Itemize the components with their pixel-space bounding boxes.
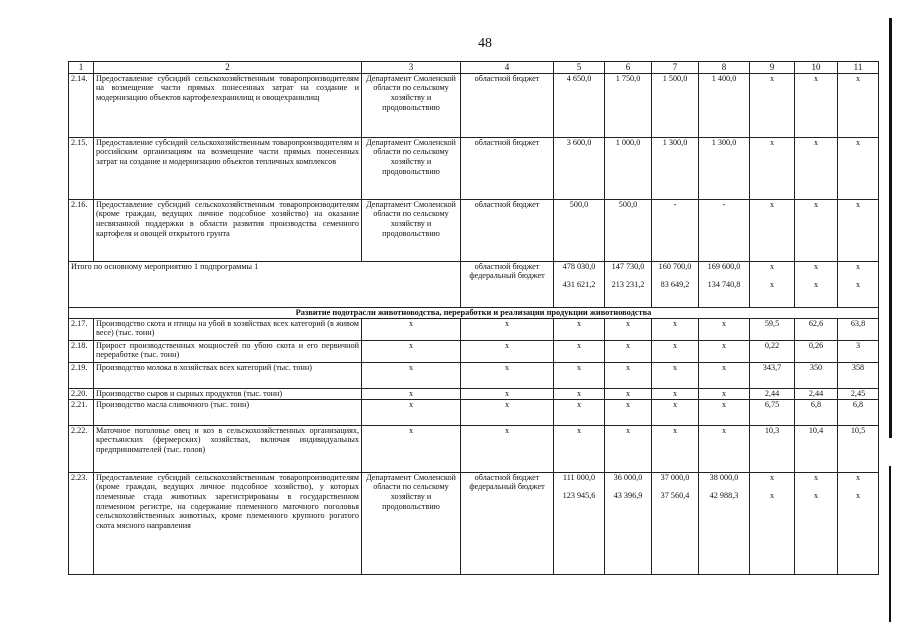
- row-value-col8: -: [699, 199, 750, 261]
- row-funding-source: х: [461, 388, 554, 399]
- table-row: [69, 199, 879, 261]
- section-row: [69, 307, 879, 318]
- row-value-col9: 2,44: [750, 388, 795, 399]
- row-value-col11: х: [838, 137, 879, 199]
- row-value-col9: 59,5: [750, 318, 795, 340]
- row-value-col10: 350: [795, 362, 838, 388]
- row-value-col9: х: [750, 199, 795, 261]
- row-description: Предоставление субсидий сельскохозяйственным товаропроизводителям (кроме граждан, ведущих личное подсобное хозяйство), у которых племенные стада животных зарегистрированы в государственном племенном регистре, на содержание племенного маточного поголовья сельскохозяйственных животных, кроме племенного крупного рогатого скота мясного направления: [94, 472, 362, 574]
- total-value-col10: [795, 261, 838, 307]
- row-value-col5: 3 600,0: [554, 137, 605, 199]
- total-regional-col11: х: [855, 261, 861, 271]
- row-funding-source: х: [461, 399, 554, 425]
- row-value-col11: 358: [838, 362, 879, 388]
- row-funding-source: х: [461, 362, 554, 388]
- row-funding-sources: [461, 472, 554, 574]
- section-title: Развитие подотрасли животноводства, переработки и реализации продукции животноводства: [69, 307, 879, 318]
- total-value-col8: [699, 261, 750, 307]
- table-row: [69, 472, 879, 574]
- total-federal-col7: 83 649,2: [660, 280, 690, 290]
- scan-edge-mark: [889, 18, 892, 438]
- table-row: [69, 340, 879, 362]
- row-executor: Департамент Смоленской области по сельскому хозяйству и продовольствию: [362, 199, 461, 261]
- row-value-col10: 2,44: [795, 388, 838, 399]
- total-regional-col9: х: [769, 261, 775, 271]
- row-description: Предоставление субсидий сельскохозяйственным товаропроизводителям (кроме граждан, ведущих личное подсобное хозяйство) на оказание несвязанной поддержки в области развития производства семенного картофеля и овощей открытого грунта: [94, 199, 362, 261]
- header-cell: 8: [699, 62, 750, 74]
- row-value-col9: 0,22: [750, 340, 795, 362]
- total-value-col6: [605, 261, 652, 307]
- row-funding-source: областной бюджет: [461, 137, 554, 199]
- row-value-col8: х: [699, 388, 750, 399]
- regional-col6: 36 000,0: [613, 472, 643, 482]
- total-federal-col10: х: [813, 280, 819, 290]
- row-executor: Департамент Смоленской области по сельскому хозяйству и продовольствию: [362, 73, 461, 137]
- row-value-col7: х: [652, 388, 699, 399]
- row-value-col11: 6,8: [838, 399, 879, 425]
- row-number: 2.20.: [69, 388, 94, 399]
- federal-col7: 37 560,4: [660, 491, 690, 501]
- total-value-col11: [838, 261, 879, 307]
- row-description: Производство скота и птицы на убой в хозяйствах всех категорий (в живом весе) (тыс. тонн): [94, 318, 362, 340]
- regional-col5: 111 000,0: [562, 472, 596, 482]
- total-regional-col7: 160 700,0: [658, 261, 692, 271]
- row-funding-source: областной бюджет: [461, 199, 554, 261]
- federal-col11: х: [855, 491, 861, 501]
- total-row: [69, 261, 879, 307]
- row-value-col7: х: [652, 399, 699, 425]
- row-number: 2.18.: [69, 340, 94, 362]
- row-value-col10: х: [795, 137, 838, 199]
- header-cell: 3: [362, 62, 461, 74]
- federal-col10: х: [813, 491, 819, 501]
- row-value-col10: х: [795, 199, 838, 261]
- federal-col9: х: [769, 491, 775, 501]
- header-cell: 7: [652, 62, 699, 74]
- row-value-col10: [795, 472, 838, 574]
- header-cell: 2: [94, 62, 362, 74]
- regional-col8: 38 000,0: [709, 472, 739, 482]
- total-regional-col8: 169 600,0: [707, 261, 741, 271]
- source-regional: областной бюджет: [474, 472, 540, 482]
- total-federal-col8: 134 740,8: [707, 280, 741, 290]
- total-value-col5: [554, 261, 605, 307]
- row-description: Предоставление субсидий сельскохозяйственным товаропроизводителям и российским организациям на возмещение части прямых понесенных затрат на создание и модернизацию объектов тепличных комплексов: [94, 137, 362, 199]
- row-value-col9: 343,7: [750, 362, 795, 388]
- row-executor: Департамент Смоленской области по сельскому хозяйству и продовольствию: [362, 472, 461, 574]
- row-value-col6: х: [605, 388, 652, 399]
- regional-col7: 37 000,0: [660, 472, 690, 482]
- row-number: 2.14.: [69, 73, 94, 137]
- row-number: 2.17.: [69, 318, 94, 340]
- total-funding-sources: [461, 261, 554, 307]
- row-number: 2.15.: [69, 137, 94, 199]
- row-value-col10: 10,4: [795, 425, 838, 472]
- row-executor: х: [362, 425, 461, 472]
- row-value-col5: х: [554, 425, 605, 472]
- header-cell: 9: [750, 62, 795, 74]
- total-federal-col9: х: [769, 280, 775, 290]
- table-row: [69, 425, 879, 472]
- row-number: 2.22.: [69, 425, 94, 472]
- row-value-col5: [554, 472, 605, 574]
- row-value-col6: 500,0: [605, 199, 652, 261]
- total-source-regional: областной бюджет: [474, 261, 540, 271]
- row-number: 2.16.: [69, 199, 94, 261]
- regional-col11: х: [855, 472, 861, 482]
- row-executor: Департамент Смоленской области по сельскому хозяйству и продовольствию: [362, 137, 461, 199]
- table-row: [69, 362, 879, 388]
- table-row: [69, 137, 879, 199]
- page-number: 48: [478, 36, 492, 51]
- row-value-col11: 63,8: [838, 318, 879, 340]
- row-value-col5: х: [554, 388, 605, 399]
- federal-col5: 123 945,6: [562, 491, 596, 501]
- row-description: Производство сыров и сырных продуктов (тыс. тонн): [94, 388, 362, 399]
- row-funding-source: х: [461, 425, 554, 472]
- program-table: [68, 61, 879, 575]
- total-federal-col6: 213 231,2: [611, 280, 645, 290]
- row-value-col5: х: [554, 340, 605, 362]
- row-value-col10: 6,8: [795, 399, 838, 425]
- table-row: [69, 318, 879, 340]
- row-value-col8: х: [699, 399, 750, 425]
- total-value-col7: [652, 261, 699, 307]
- row-value-col11: х: [838, 199, 879, 261]
- row-value-col5: 500,0: [554, 199, 605, 261]
- row-value-col6: 1 750,0: [605, 73, 652, 137]
- row-value-col6: х: [605, 362, 652, 388]
- row-executor: х: [362, 388, 461, 399]
- row-executor: х: [362, 399, 461, 425]
- row-value-col8: [699, 472, 750, 574]
- row-value-col5: 4 650,0: [554, 73, 605, 137]
- row-value-col9: х: [750, 137, 795, 199]
- row-value-col7: х: [652, 318, 699, 340]
- row-number: 2.21.: [69, 399, 94, 425]
- regional-col9: х: [769, 472, 775, 482]
- row-value-col5: х: [554, 399, 605, 425]
- row-description: Прирост производственных мощностей по убою скота и его первичной переработке (тыс. тонн): [94, 340, 362, 362]
- total-federal-col5: 431 621,2: [562, 280, 596, 290]
- row-value-col11: х: [838, 73, 879, 137]
- header-cell: 4: [461, 62, 554, 74]
- row-value-col7: х: [652, 425, 699, 472]
- row-value-col9: х: [750, 73, 795, 137]
- row-funding-source: х: [461, 340, 554, 362]
- row-value-col8: х: [699, 425, 750, 472]
- total-source-federal: федеральный бюджет: [469, 271, 545, 281]
- row-value-col6: х: [605, 340, 652, 362]
- header-cell: 11: [838, 62, 879, 74]
- row-executor: х: [362, 318, 461, 340]
- federal-col6: 43 396,9: [613, 491, 643, 501]
- row-value-col7: 1 500,0: [652, 73, 699, 137]
- row-value-col6: х: [605, 399, 652, 425]
- table-row: [69, 399, 879, 425]
- row-funding-source: областной бюджет: [461, 73, 554, 137]
- row-value-col10: 0,26: [795, 340, 838, 362]
- header-cell: 1: [69, 62, 94, 74]
- regional-col10: х: [813, 472, 819, 482]
- row-number: 2.19.: [69, 362, 94, 388]
- row-executor: х: [362, 362, 461, 388]
- header-cell: 6: [605, 62, 652, 74]
- row-value-col11: 2,45: [838, 388, 879, 399]
- row-value-col6: [605, 472, 652, 574]
- row-description: Маточное поголовье овец и коз в сельскохозяйственных организациях, крестьянских (фермерских) хозяйствах, включая индивидуальных предпринимателей (тыс. голов): [94, 425, 362, 472]
- scan-edge-mark-lower: [889, 466, 891, 622]
- row-value-col6: 1 000,0: [605, 137, 652, 199]
- header-cell: 5: [554, 62, 605, 74]
- row-value-col9: 6,75: [750, 399, 795, 425]
- row-value-col11: [838, 472, 879, 574]
- row-funding-source: х: [461, 318, 554, 340]
- row-value-col7: -: [652, 199, 699, 261]
- row-value-col10: х: [795, 73, 838, 137]
- source-federal: федеральный бюджет: [469, 482, 545, 492]
- row-value-col8: х: [699, 362, 750, 388]
- row-value-col8: х: [699, 340, 750, 362]
- header-cell: 10: [795, 62, 838, 74]
- row-value-col6: х: [605, 318, 652, 340]
- table-row: [69, 73, 879, 137]
- row-value-col5: х: [554, 362, 605, 388]
- row-description: Производство масла сливочного (тыс. тонн): [94, 399, 362, 425]
- row-value-col6: х: [605, 425, 652, 472]
- row-value-col8: 1 400,0: [699, 73, 750, 137]
- total-federal-col11: х: [855, 280, 861, 290]
- row-description: Производство молока в хозяйствах всех категорий (тыс. тонн): [94, 362, 362, 388]
- federal-col8: 42 988,3: [709, 491, 739, 501]
- row-value-col8: 1 300,0: [699, 137, 750, 199]
- row-description: Предоставление субсидий сельскохозяйственным товаропроизводителям на возмещение части прямых понесенных затрат на создание и модернизацию объектов картофелехранилищ и овощехранилищ: [94, 73, 362, 137]
- total-value-col9: [750, 261, 795, 307]
- row-value-col5: х: [554, 318, 605, 340]
- header-row: [69, 62, 879, 74]
- row-value-col9: [750, 472, 795, 574]
- row-value-col10: 62,6: [795, 318, 838, 340]
- total-regional-col5: 478 030,0: [562, 261, 596, 271]
- total-label: Итого по основному мероприятию 1 подпрограммы 1: [69, 261, 461, 307]
- row-value-col7: х: [652, 340, 699, 362]
- row-value-col7: х: [652, 362, 699, 388]
- row-value-col7: [652, 472, 699, 574]
- row-value-col11: 3: [838, 340, 879, 362]
- table-row: [69, 388, 879, 399]
- row-value-col7: 1 300,0: [652, 137, 699, 199]
- total-regional-col10: х: [813, 261, 819, 271]
- row-value-col8: х: [699, 318, 750, 340]
- row-value-col11: 10,5: [838, 425, 879, 472]
- row-executor: х: [362, 340, 461, 362]
- total-regional-col6: 147 730,0: [611, 261, 645, 271]
- row-number: 2.23.: [69, 472, 94, 574]
- row-value-col9: 10,3: [750, 425, 795, 472]
